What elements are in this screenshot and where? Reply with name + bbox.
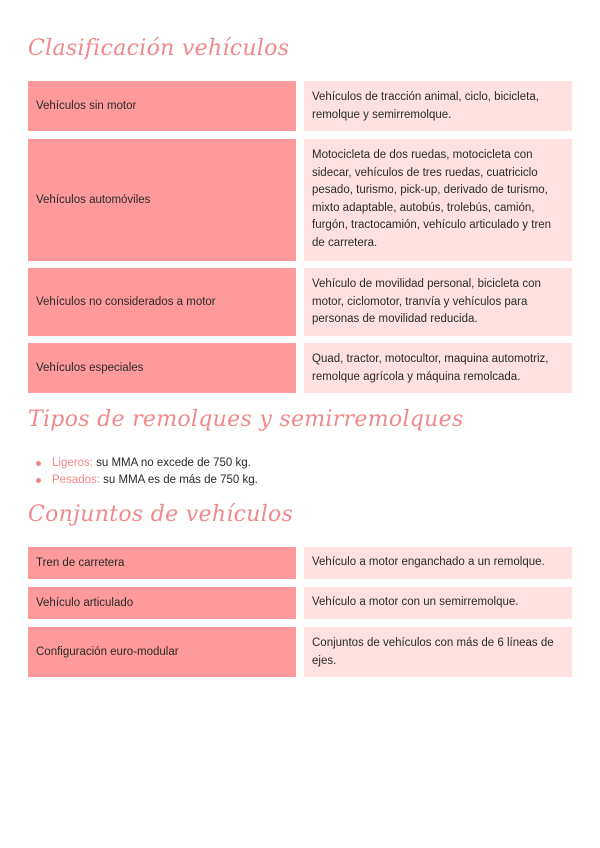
row-description: Vehículo de movilidad personal, bicicleta con motor, ciclomotor, tranvía y vehículos para personas de movilidad reducida. — [304, 268, 572, 336]
row-label: Vehículos especiales — [28, 343, 296, 393]
item-text: su MMA no excede de 750 kg. — [92, 457, 251, 469]
row-description: Vehículos de tracción animal, ciclo, bicicleta, remolque y semirremolque. — [304, 81, 572, 131]
row-description: Motocicleta de dos ruedas, motocicleta con sidecar, vehículos de tres ruedas, cuatriciclo pesado, turismo, pick-up, derivado de turismo, mixto adaptable, autobús, trolebús, camión, furgón, tractocamión, vehículo articulado y tren de carretera. — [304, 139, 572, 261]
trailer-types-list — [36, 455, 258, 489]
row-label: Vehículos no considerados a motor — [28, 268, 296, 336]
table-row — [28, 547, 572, 579]
row-label: Vehículos sin motor — [28, 81, 296, 131]
row-description: Vehículo a motor enganchado a un remolque. — [304, 547, 572, 579]
table-row — [28, 343, 572, 393]
row-description: Conjuntos de vehículos con más de 6 líneas de ejes. — [304, 627, 572, 677]
list-item — [36, 455, 258, 472]
bullet-icon — [36, 478, 41, 483]
table-row — [28, 627, 572, 677]
row-description: Vehículo a motor con un semirremolque. — [304, 587, 572, 619]
row-label: Tren de carretera — [28, 547, 296, 579]
item-text: su MMA es de más de 750 kg. — [99, 474, 258, 486]
list-item — [36, 472, 258, 489]
section-title-remolques: Tipos de remolques y semirremolques — [28, 407, 464, 432]
row-label: Vehículos automóviles — [28, 139, 296, 261]
item-term: Ligeros: — [52, 457, 93, 469]
row-label: Vehículo articulado — [28, 587, 296, 619]
bullet-icon — [36, 461, 41, 466]
table-row — [28, 81, 572, 131]
table-row — [28, 268, 572, 336]
row-description: Quad, tractor, motocultor, maquina automotriz, remolque agrícola y máquina remolcada. — [304, 343, 572, 393]
table-row — [28, 587, 572, 619]
section-title-conjuntos: Conjuntos de vehículos — [28, 502, 294, 527]
table-row — [28, 139, 572, 261]
section-title-clasificacion: Clasificación vehículos — [28, 36, 290, 61]
item-term: Pesados: — [52, 474, 100, 486]
row-label: Configuración euro-modular — [28, 627, 296, 677]
